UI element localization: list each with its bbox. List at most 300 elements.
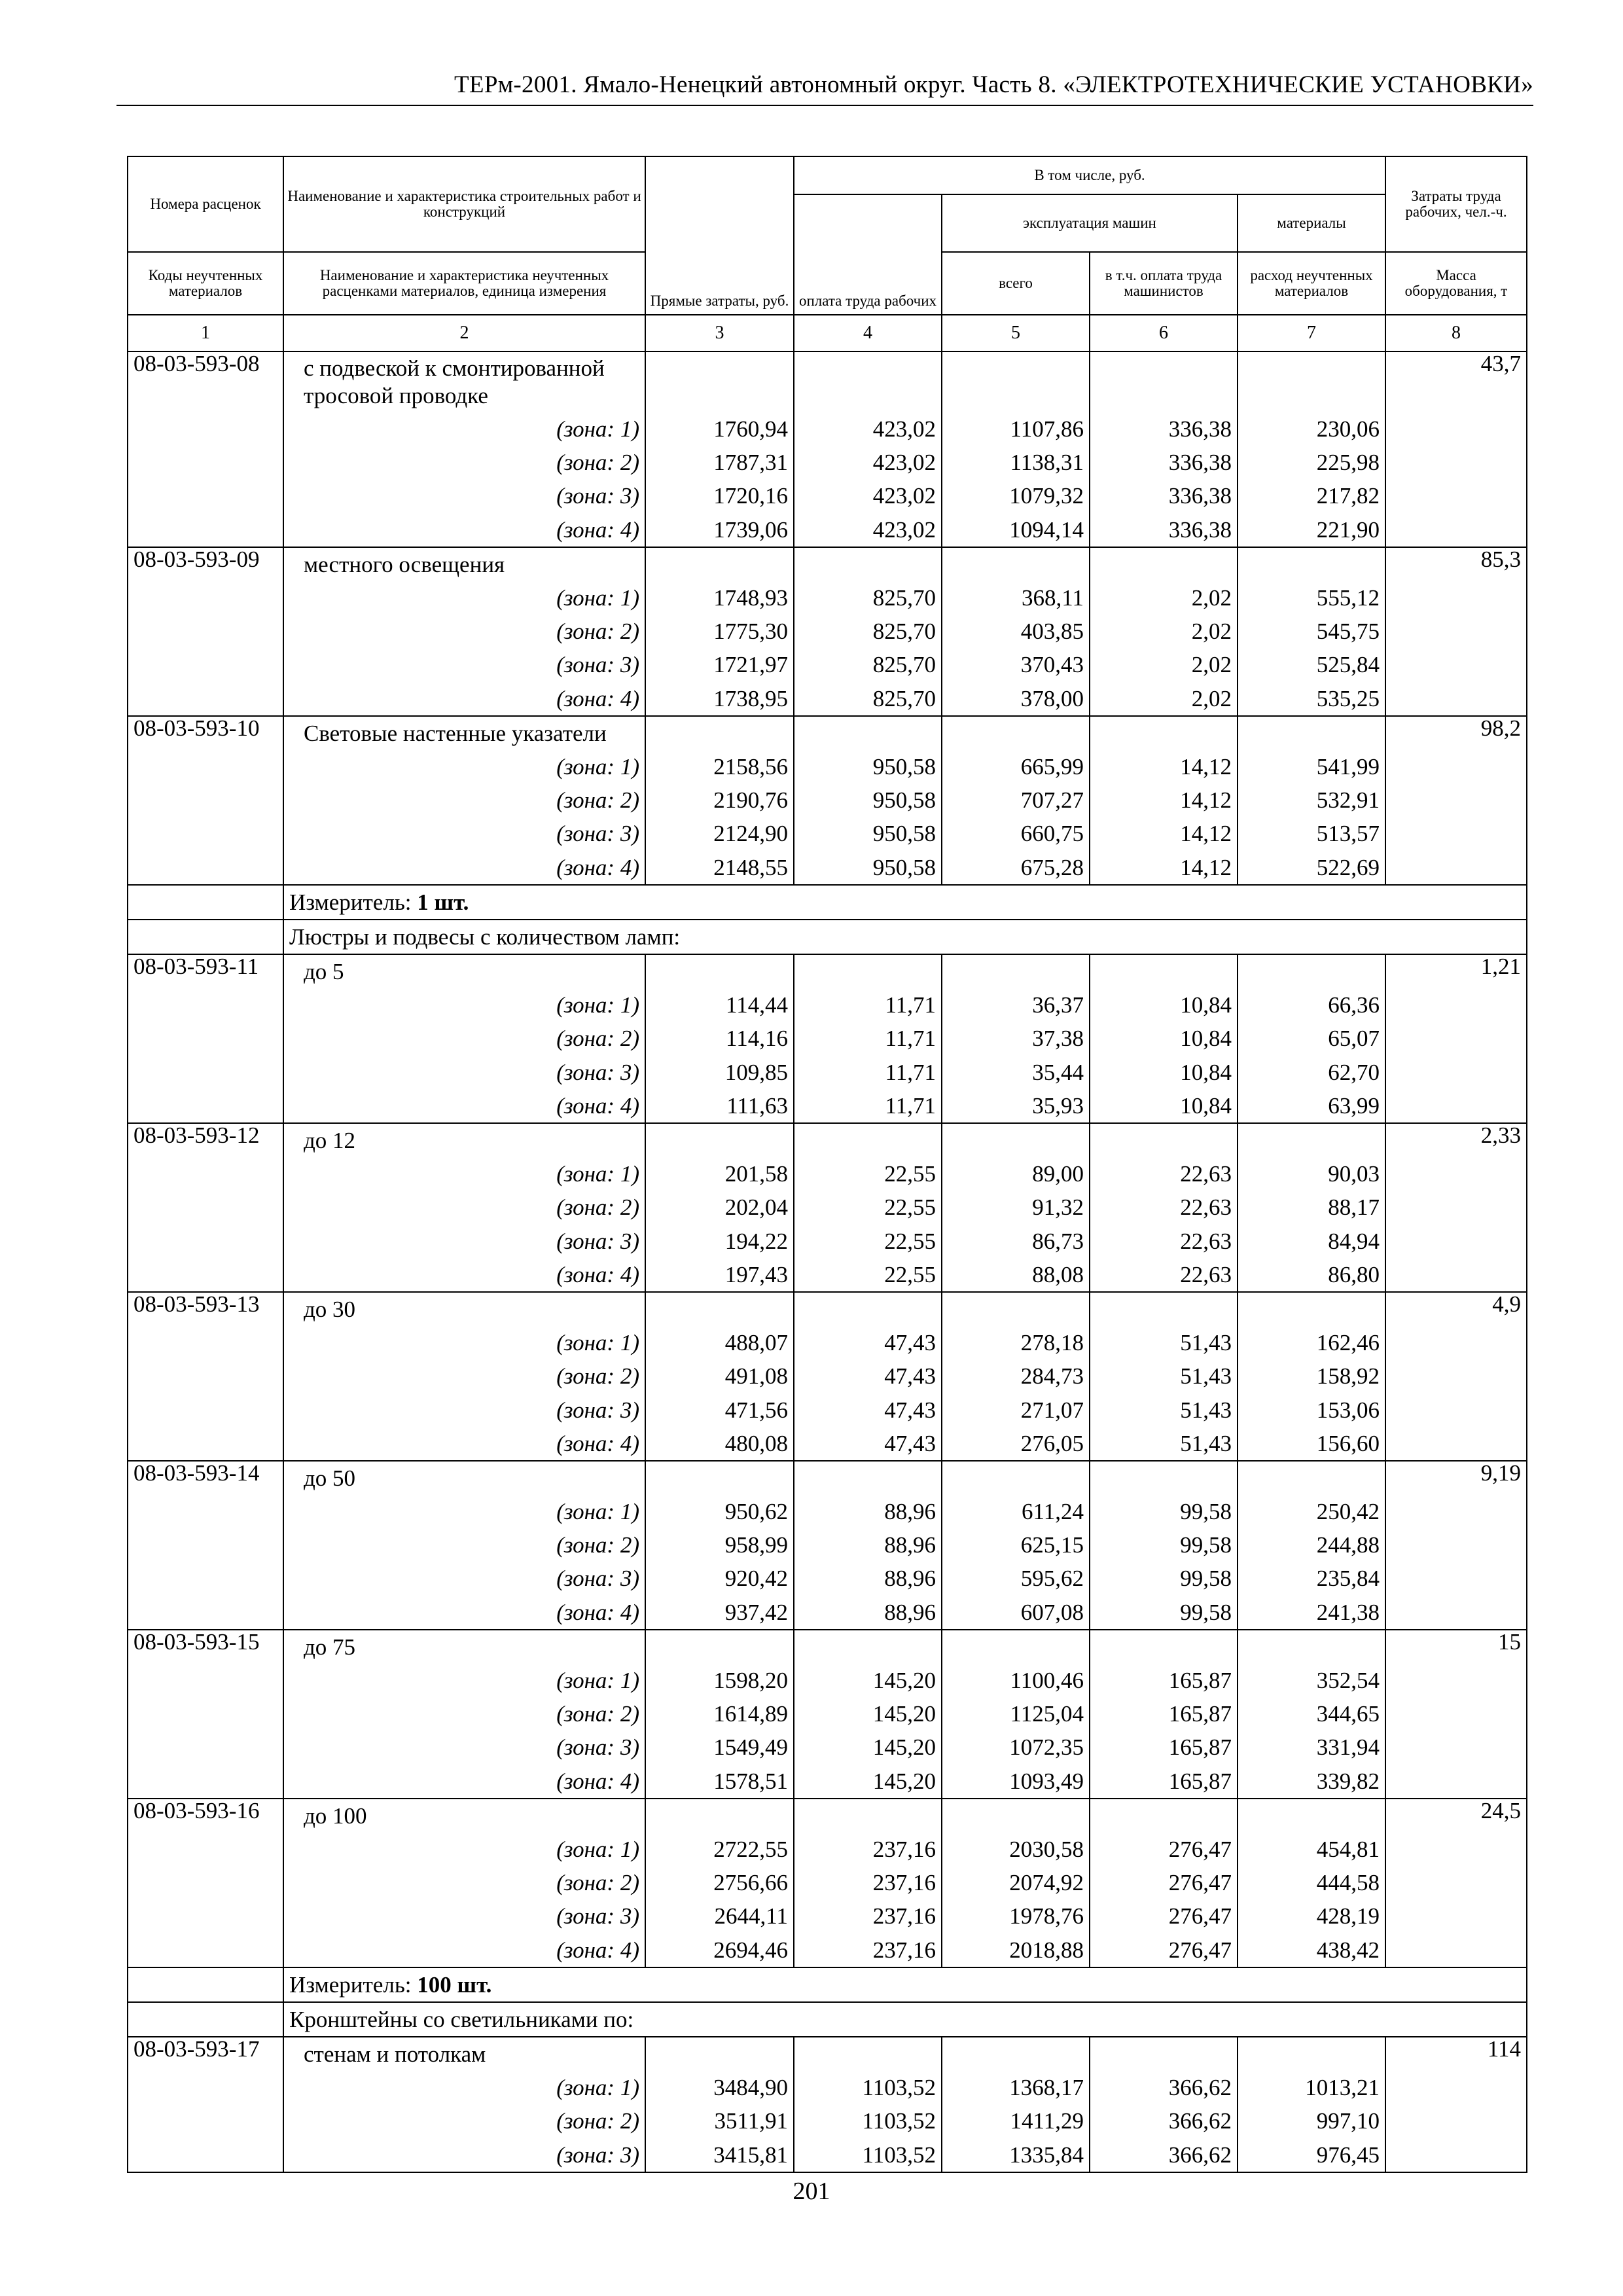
materials-cost: 1013,21 (1238, 2071, 1385, 2104)
machines-total: 625,15 (942, 1528, 1090, 1562)
col-name-bottom: Наименование и характеристика неучтенных расценками материалов, единица измерения (283, 252, 645, 315)
labor-pay: 47,43 (794, 1427, 942, 1461)
direct-cost: 1748,93 (645, 581, 794, 615)
zone-row (128, 1697, 1527, 1731)
machines-operators: 165,87 (1090, 1664, 1238, 1697)
materials-cost: 225,98 (1238, 446, 1385, 479)
direct-cost: 1760,94 (645, 412, 794, 446)
measure-value: 1 шт. (417, 889, 469, 915)
zone-label: (зона: 2) (283, 1022, 645, 1055)
machines-operators: 10,84 (1090, 1022, 1238, 1055)
labor-pay: 950,58 (794, 817, 942, 850)
direct-cost: 1721,97 (645, 648, 794, 681)
empty-cell (1238, 1630, 1385, 1664)
machines-total: 89,00 (942, 1157, 1090, 1191)
empty-cell (128, 1157, 283, 1191)
machines-operators: 51,43 (1090, 1359, 1238, 1393)
empty-cell (1090, 1630, 1238, 1664)
materials-cost: 153,06 (1238, 1393, 1385, 1426)
labor-pay: 825,70 (794, 581, 942, 615)
zone-row (128, 1157, 1527, 1191)
rate-row (128, 1461, 1527, 1495)
col-direct: Прямые затраты, руб. (645, 156, 794, 315)
materials-cost: 230,06 (1238, 412, 1385, 446)
rate-code: 08-03-593-13 (128, 1292, 283, 1326)
empty-cell (128, 513, 283, 547)
empty-cell (645, 1461, 794, 1495)
machines-total: 35,44 (942, 1056, 1090, 1089)
empty-cell (128, 1562, 283, 1595)
materials-cost: 241,38 (1238, 1596, 1385, 1630)
zone-label: (зона: 1) (283, 1326, 645, 1359)
zone-label: (зона: 2) (283, 1191, 645, 1224)
labor-pay: 47,43 (794, 1393, 942, 1426)
empty-cell (645, 1292, 794, 1326)
rate-row (128, 547, 1527, 581)
table-header (128, 156, 1527, 351)
machines-total: 607,08 (942, 1596, 1090, 1630)
empty-cell (128, 682, 283, 716)
empty-cell (128, 1089, 283, 1123)
empty-cell (128, 1427, 283, 1461)
zone-label: (зона: 2) (283, 783, 645, 817)
materials-cost: 444,58 (1238, 1866, 1385, 1899)
labor-pay: 950,58 (794, 750, 942, 783)
machines-total: 403,85 (942, 615, 1090, 648)
column-number: 3 (645, 315, 794, 351)
zone-label: (зона: 3) (283, 2138, 645, 2172)
machines-total: 278,18 (942, 1326, 1090, 1359)
empty-cell (1238, 1461, 1385, 1495)
zone-label: (зона: 4) (283, 1427, 645, 1461)
zone-row (128, 1596, 1527, 1630)
labor-pay: 825,70 (794, 615, 942, 648)
zone-row (128, 1089, 1527, 1123)
zone-row (128, 2104, 1527, 2138)
zone-label: (зона: 3) (283, 1899, 645, 1933)
zone-row (128, 581, 1527, 615)
empty-cell (1238, 716, 1385, 750)
machines-operators: 99,58 (1090, 1528, 1238, 1562)
labor-pay: 950,58 (794, 783, 942, 817)
empty-cell (1090, 1292, 1238, 1326)
empty-cell (1385, 1191, 1527, 1224)
labor-pay: 237,16 (794, 1933, 942, 1967)
labor-pay: 825,70 (794, 648, 942, 681)
machines-operators: 165,87 (1090, 1765, 1238, 1799)
empty-cell (1385, 1697, 1527, 1731)
empty-cell (128, 1967, 283, 2002)
direct-cost: 1549,49 (645, 1731, 794, 1764)
rate-code: 08-03-593-10 (128, 716, 283, 750)
machines-total: 1125,04 (942, 1697, 1090, 1731)
machines-operators: 276,47 (1090, 1866, 1238, 1899)
labor-pay: 22,55 (794, 1157, 942, 1191)
machines-operators: 2,02 (1090, 581, 1238, 615)
empty-cell (128, 783, 283, 817)
empty-cell (645, 1799, 794, 1833)
machines-total: 36,37 (942, 988, 1090, 1022)
direct-cost: 201,58 (645, 1157, 794, 1191)
zone-label: (зона: 2) (283, 2104, 645, 2138)
materials-cost: 535,25 (1238, 682, 1385, 716)
machines-total: 88,08 (942, 1258, 1090, 1292)
rates-table (127, 156, 1527, 2173)
zone-row (128, 682, 1527, 716)
section-row (128, 920, 1527, 954)
materials-cost: 217,82 (1238, 479, 1385, 512)
machines-operators: 14,12 (1090, 750, 1238, 783)
column-number: 4 (794, 315, 942, 351)
materials-cost: 84,94 (1238, 1225, 1385, 1258)
zone-label: (зона: 3) (283, 1056, 645, 1089)
machines-total: 1138,31 (942, 446, 1090, 479)
zone-label: (зона: 4) (283, 513, 645, 547)
empty-cell (645, 351, 794, 412)
zone-row (128, 615, 1527, 648)
machines-total: 276,05 (942, 1427, 1090, 1461)
direct-cost: 1578,51 (645, 1765, 794, 1799)
empty-cell (128, 1833, 283, 1866)
empty-cell (128, 1359, 283, 1393)
empty-cell (128, 1899, 283, 1933)
zone-label: (зона: 2) (283, 1697, 645, 1731)
machines-operators: 22,63 (1090, 1225, 1238, 1258)
zone-row (128, 1359, 1527, 1393)
empty-cell (1238, 547, 1385, 581)
direct-cost: 3415,81 (645, 2138, 794, 2172)
measure-row (128, 885, 1527, 920)
machines-total: 675,28 (942, 850, 1090, 884)
machines-total: 368,11 (942, 581, 1090, 615)
direct-cost: 1739,06 (645, 513, 794, 547)
rate-code: 08-03-593-15 (128, 1630, 283, 1664)
materials-cost: 555,12 (1238, 581, 1385, 615)
materials-cost: 997,10 (1238, 2104, 1385, 2138)
direct-cost: 2644,11 (645, 1899, 794, 1933)
empty-cell (128, 1765, 283, 1799)
rate-code: 08-03-593-12 (128, 1123, 283, 1157)
empty-cell (1090, 954, 1238, 988)
empty-cell (1385, 648, 1527, 681)
empty-cell (128, 920, 283, 954)
rate-row (128, 351, 1527, 412)
labor-pay: 145,20 (794, 1765, 942, 1799)
machines-operators: 165,87 (1090, 1731, 1238, 1764)
direct-cost: 958,99 (645, 1528, 794, 1562)
materials-cost: 454,81 (1238, 1833, 1385, 1866)
rate-row (128, 716, 1527, 750)
machines-operators: 2,02 (1090, 648, 1238, 681)
empty-cell (1385, 1393, 1527, 1426)
zone-row (128, 783, 1527, 817)
machines-operators: 10,84 (1090, 1056, 1238, 1089)
machines-operators: 99,58 (1090, 1596, 1238, 1630)
materials-cost: 158,92 (1238, 1359, 1385, 1393)
machines-total: 1411,29 (942, 2104, 1090, 2138)
zone-label: (зона: 4) (283, 1258, 645, 1292)
empty-cell (645, 2037, 794, 2071)
labor-pay: 950,58 (794, 850, 942, 884)
empty-cell (128, 648, 283, 681)
direct-cost: 1787,31 (645, 446, 794, 479)
zone-row (128, 817, 1527, 850)
empty-cell (1385, 615, 1527, 648)
rate-code: 08-03-593-14 (128, 1461, 283, 1495)
direct-cost: 2124,90 (645, 817, 794, 850)
zone-label: (зона: 3) (283, 817, 645, 850)
machines-total: 370,43 (942, 648, 1090, 681)
empty-cell (942, 716, 1090, 750)
empty-cell (128, 1528, 283, 1562)
zone-label: (зона: 2) (283, 615, 645, 648)
empty-cell (1385, 2071, 1527, 2104)
labor-cost: 4,9 (1385, 1292, 1527, 1326)
col-incl: В том числе, руб. (794, 156, 1385, 194)
machines-total: 660,75 (942, 817, 1090, 850)
zone-label: (зона: 3) (283, 648, 645, 681)
col-labor-pay: оплата труда рабочих (794, 194, 942, 315)
direct-cost: 109,85 (645, 1056, 794, 1089)
empty-cell (1090, 716, 1238, 750)
empty-cell (794, 954, 942, 988)
machines-operators: 14,12 (1090, 783, 1238, 817)
machines-operators: 165,87 (1090, 1697, 1238, 1731)
empty-cell (1090, 351, 1238, 412)
empty-cell (1385, 1833, 1527, 1866)
empty-cell (942, 1799, 1090, 1833)
materials-cost: 244,88 (1238, 1528, 1385, 1562)
table-body (128, 351, 1527, 2172)
empty-cell (942, 351, 1090, 412)
machines-total: 35,93 (942, 1089, 1090, 1123)
empty-cell (128, 988, 283, 1022)
machines-total: 284,73 (942, 1359, 1090, 1393)
rate-name: с подвеской к смонтированной тросовой проводке (283, 351, 645, 412)
col-code-bottom: Коды неучтенных материалов (128, 252, 283, 315)
labor-cost: 24,5 (1385, 1799, 1527, 1833)
machines-operators: 22,63 (1090, 1258, 1238, 1292)
direct-cost: 920,42 (645, 1562, 794, 1595)
machines-total: 1100,46 (942, 1664, 1090, 1697)
materials-cost: 250,42 (1238, 1495, 1385, 1528)
zone-label: (зона: 2) (283, 1866, 645, 1899)
zone-label: (зона: 3) (283, 1731, 645, 1764)
direct-cost: 114,16 (645, 1022, 794, 1055)
machines-total: 2074,92 (942, 1866, 1090, 1899)
col-machines-total: всего (942, 252, 1090, 315)
empty-cell (1238, 1799, 1385, 1833)
section-row (128, 2002, 1527, 2037)
machines-total: 1368,17 (942, 2071, 1090, 2104)
zone-row (128, 1933, 1527, 1967)
empty-cell (1385, 1427, 1527, 1461)
page-number: 201 (793, 2178, 830, 2205)
empty-cell (1385, 1157, 1527, 1191)
empty-cell (128, 581, 283, 615)
zone-row (128, 1056, 1527, 1089)
rate-name: до 5 (283, 954, 645, 988)
direct-cost: 2756,66 (645, 1866, 794, 1899)
zone-label: (зона: 2) (283, 1528, 645, 1562)
machines-operators: 366,62 (1090, 2138, 1238, 2172)
machines-operators: 336,38 (1090, 446, 1238, 479)
labor-pay: 825,70 (794, 682, 942, 716)
machines-total: 1072,35 (942, 1731, 1090, 1764)
labor-pay: 11,71 (794, 988, 942, 1022)
zone-label: (зона: 4) (283, 1596, 645, 1630)
empty-cell (1385, 2138, 1527, 2172)
machines-total: 86,73 (942, 1225, 1090, 1258)
machines-operators: 10,84 (1090, 1089, 1238, 1123)
rate-name: местного освещения (283, 547, 645, 581)
empty-cell (1385, 1225, 1527, 1258)
measure-unit (283, 885, 1527, 920)
zone-label: (зона: 1) (283, 1833, 645, 1866)
materials-cost: 88,17 (1238, 1191, 1385, 1224)
empty-cell (1385, 513, 1527, 547)
measure-row (128, 1967, 1527, 2002)
empty-cell (1090, 1123, 1238, 1157)
materials-cost: 62,70 (1238, 1056, 1385, 1089)
labor-pay: 145,20 (794, 1664, 942, 1697)
machines-operators: 51,43 (1090, 1393, 1238, 1426)
empty-cell (128, 615, 283, 648)
zone-label: (зона: 1) (283, 750, 645, 783)
empty-cell (1385, 682, 1527, 716)
labor-pay: 237,16 (794, 1833, 942, 1866)
column-number: 6 (1090, 315, 1238, 351)
labor-cost: 85,3 (1385, 547, 1527, 581)
machines-operators: 10,84 (1090, 988, 1238, 1022)
machines-total: 37,38 (942, 1022, 1090, 1055)
empty-cell (1385, 1089, 1527, 1123)
empty-cell (645, 716, 794, 750)
zone-row (128, 2071, 1527, 2104)
rate-row (128, 1799, 1527, 1833)
machines-total: 1107,86 (942, 412, 1090, 446)
col-materials-sub: расход неучтенных материалов (1238, 252, 1385, 315)
empty-cell (794, 716, 942, 750)
direct-cost: 1614,89 (645, 1697, 794, 1731)
empty-cell (128, 1022, 283, 1055)
labor-pay: 22,55 (794, 1258, 942, 1292)
labor-pay: 237,16 (794, 1866, 942, 1899)
column-number: 5 (942, 315, 1090, 351)
machines-total: 665,99 (942, 750, 1090, 783)
direct-cost: 491,08 (645, 1359, 794, 1393)
machines-operators: 99,58 (1090, 1562, 1238, 1595)
empty-cell (1385, 817, 1527, 850)
zone-row (128, 479, 1527, 512)
empty-cell (1385, 783, 1527, 817)
empty-cell (128, 1731, 283, 1764)
materials-cost: 532,91 (1238, 783, 1385, 817)
empty-cell (942, 1123, 1090, 1157)
zone-row (128, 1664, 1527, 1697)
empty-cell (128, 446, 283, 479)
labor-cost: 15 (1385, 1630, 1527, 1664)
zone-row (128, 513, 1527, 547)
machines-operators: 22,63 (1090, 1157, 1238, 1191)
empty-cell (1385, 1528, 1527, 1562)
empty-cell (1385, 1022, 1527, 1055)
header-rule (116, 105, 1533, 106)
labor-pay: 88,96 (794, 1528, 942, 1562)
empty-cell (1238, 1123, 1385, 1157)
labor-pay: 423,02 (794, 479, 942, 512)
zone-row (128, 1191, 1527, 1224)
labor-pay: 1103,52 (794, 2138, 942, 2172)
column-numbers-row (128, 315, 1527, 351)
direct-cost: 488,07 (645, 1326, 794, 1359)
machines-operators: 276,47 (1090, 1933, 1238, 1967)
zone-label: (зона: 2) (283, 1359, 645, 1393)
empty-cell (1385, 1258, 1527, 1292)
empty-cell (128, 1258, 283, 1292)
direct-cost: 1738,95 (645, 682, 794, 716)
zone-row (128, 1427, 1527, 1461)
machines-operators: 336,38 (1090, 412, 1238, 446)
rate-code: 08-03-593-11 (128, 954, 283, 988)
empty-cell (128, 1933, 283, 1967)
empty-cell (128, 2138, 283, 2172)
empty-cell (128, 885, 283, 920)
machines-operators: 2,02 (1090, 682, 1238, 716)
materials-cost: 522,69 (1238, 850, 1385, 884)
materials-cost: 90,03 (1238, 1157, 1385, 1191)
machines-total: 2018,88 (942, 1933, 1090, 1967)
zone-label: (зона: 3) (283, 479, 645, 512)
empty-cell (942, 1461, 1090, 1495)
machines-total: 91,32 (942, 1191, 1090, 1224)
zone-label: (зона: 3) (283, 1562, 645, 1595)
rate-code: 08-03-593-09 (128, 547, 283, 581)
direct-cost: 194,22 (645, 1225, 794, 1258)
direct-cost: 197,43 (645, 1258, 794, 1292)
page-header: ТЕРм-2001. Ямало-Ненецкий автономный округ. Часть 8. «ЭЛЕКТРОТЕХНИЧЕСКИЕ УСТАНОВКИ» (454, 71, 1533, 98)
labor-pay: 11,71 (794, 1089, 942, 1123)
labor-pay: 1103,52 (794, 2071, 942, 2104)
direct-cost: 111,63 (645, 1089, 794, 1123)
zone-row (128, 850, 1527, 884)
zone-row (128, 1765, 1527, 1799)
materials-cost: 545,75 (1238, 615, 1385, 648)
col-labor-bottom: Масса оборудования, т (1385, 252, 1527, 315)
materials-cost: 513,57 (1238, 817, 1385, 850)
empty-cell (1385, 479, 1527, 512)
empty-cell (1385, 1765, 1527, 1799)
zone-row (128, 1899, 1527, 1933)
empty-cell (1385, 1495, 1527, 1528)
rate-row (128, 1123, 1527, 1157)
empty-cell (128, 1596, 283, 1630)
empty-cell (645, 954, 794, 988)
rate-name: до 30 (283, 1292, 645, 1326)
labor-pay: 1103,52 (794, 2104, 942, 2138)
empty-cell (1385, 1359, 1527, 1393)
direct-cost: 1775,30 (645, 615, 794, 648)
machines-operators: 276,47 (1090, 1899, 1238, 1933)
column-number: 1 (128, 315, 283, 351)
materials-cost: 331,94 (1238, 1731, 1385, 1764)
machines-total: 1094,14 (942, 513, 1090, 547)
empty-cell (1385, 581, 1527, 615)
empty-cell (1238, 2037, 1385, 2071)
materials-cost: 428,19 (1238, 1899, 1385, 1933)
empty-cell (128, 1495, 283, 1528)
labor-cost: 9,19 (1385, 1461, 1527, 1495)
